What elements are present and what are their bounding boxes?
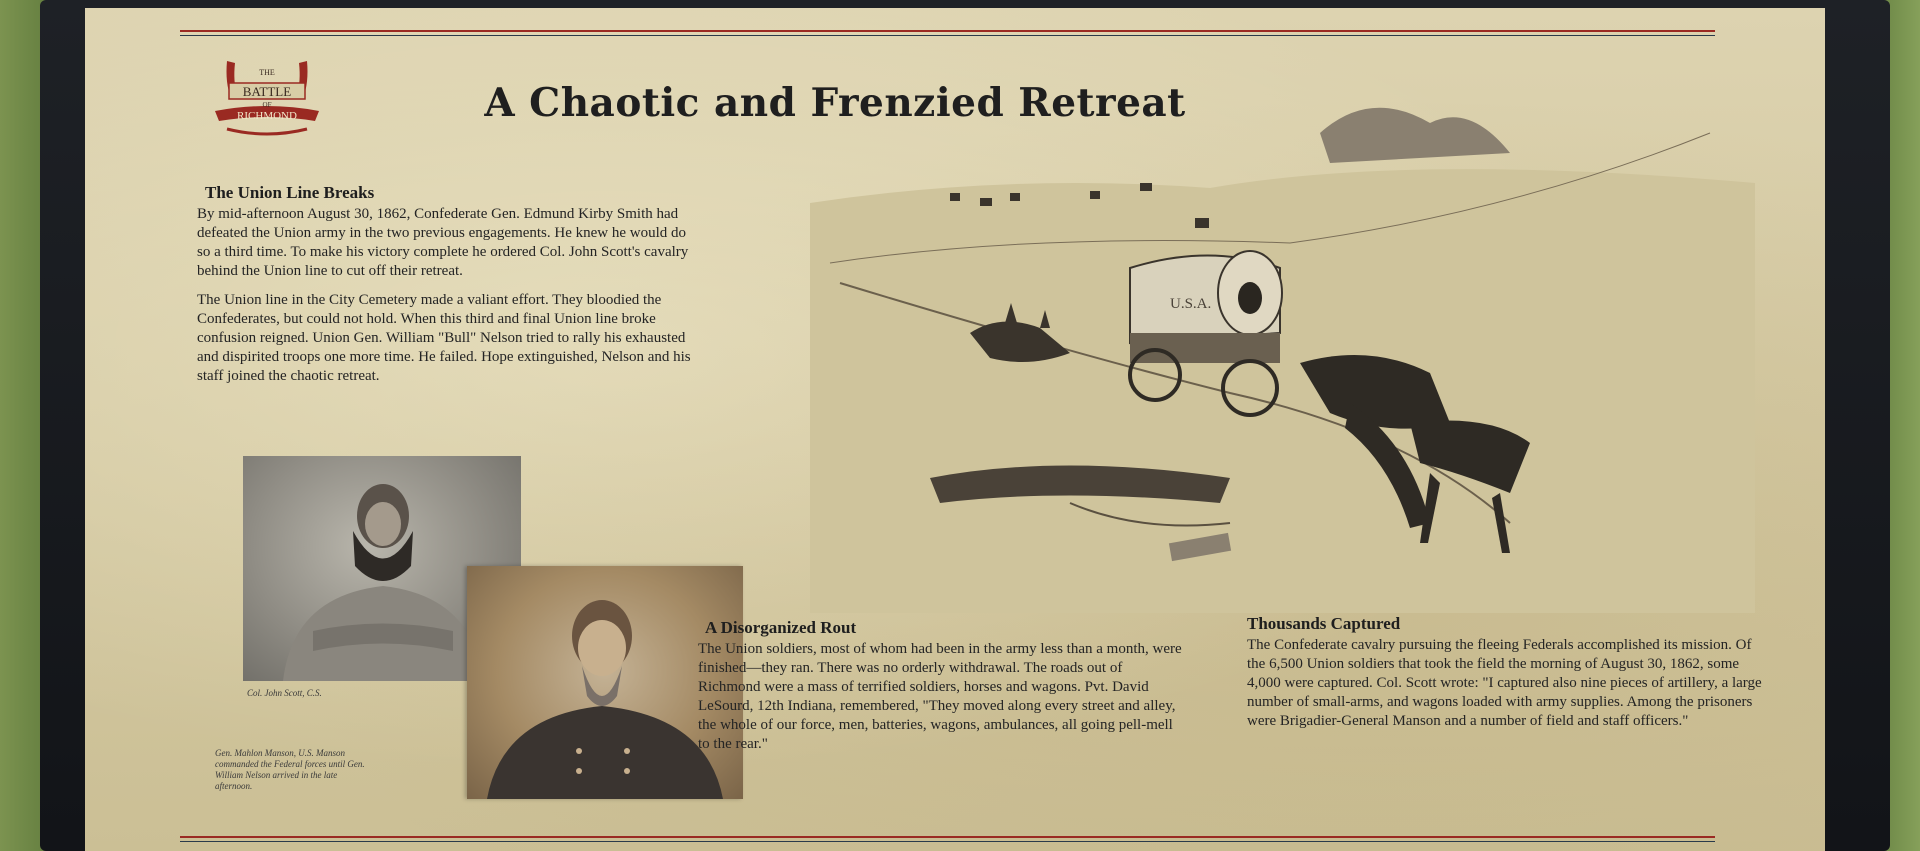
marker-title: A Chaotic and Frenzied Retreat [484, 80, 1186, 126]
battle-of-richmond-logo [207, 53, 327, 148]
logo-line2: BATTLE [242, 84, 292, 99]
bottom-rule [180, 836, 1715, 842]
logo-line4: RICHMOND [237, 110, 297, 122]
text-union-line-breaks [197, 205, 697, 396]
heading-union-line-breaks: The Union Line Breaks [205, 183, 375, 202]
heading-thousands-captured: Thousands Captured [1247, 614, 1401, 633]
logo-line3: OF [262, 101, 272, 109]
paragraph: The Union line in the City Cemetery made a valiant effort. They bloodied the Confederates, but could not hold. When this third and final Union line broke confusion reigned. Union Gen. William "Bull" Nelson tried to rally his exhausted and dispirited troops one more time. He failed. Hope extinguished, Nelson and his staff joined the chaotic retreat. [197, 292, 691, 384]
caption-mahlon-manson: Gen. Mahlon Manson, U.S. Manson commanded the Federal forces until Gen. William Nelson arrived in the late afternoon. [215, 748, 365, 791]
caption-john-scott: Col. John Scott, C.S. [247, 688, 322, 698]
paragraph: By mid-afternoon August 30, 1862, Confederate Gen. Edmund Kirby Smith had defeated the Union army in the two previous engagements. He knew he would do so a third time. To make his victory complete he ordered Col. John Scott's cavalry behind the Union line to cut off their retreat. [197, 206, 689, 279]
wagon-label: U.S.A. [1170, 296, 1212, 312]
retreat-illustration [810, 93, 1755, 613]
text-thousands-captured [1247, 636, 1767, 741]
historical-marker-plaque [85, 8, 1825, 851]
top-rule [180, 30, 1715, 36]
logo-line1: THE [259, 68, 275, 77]
paragraph: The Union soldiers, most of whom had been in the army less than a month, were finished—they ran. There was no orderly withdrawal. The roads out of Richmond were a mass of terrified soldiers, horses and wagons. Pvt. David LeSourd, 12th Indiana, remembered, "They moved along every street and alley, the whole of our force, men, batteries, wagons, ambulances, all going pell-mell to the rear." [698, 641, 1182, 752]
paragraph: The Confederate cavalry pursuing the fleeing Federals accomplished its mission. Of the 6,500 Union soldiers that took the field the morning of August 30, 1862, some 4,000 were captured. Col. Scott wrote: "I captured also nine pieces of artillery, a large number of small-arms, and wagons loaded with army supplies. Among the prisoners were Brigadier-General Manson and a number of field and staff officers." [1247, 637, 1762, 729]
text-disorganized-rout [698, 640, 1188, 764]
heading-disorganized-rout: A Disorganized Rout [705, 618, 857, 637]
